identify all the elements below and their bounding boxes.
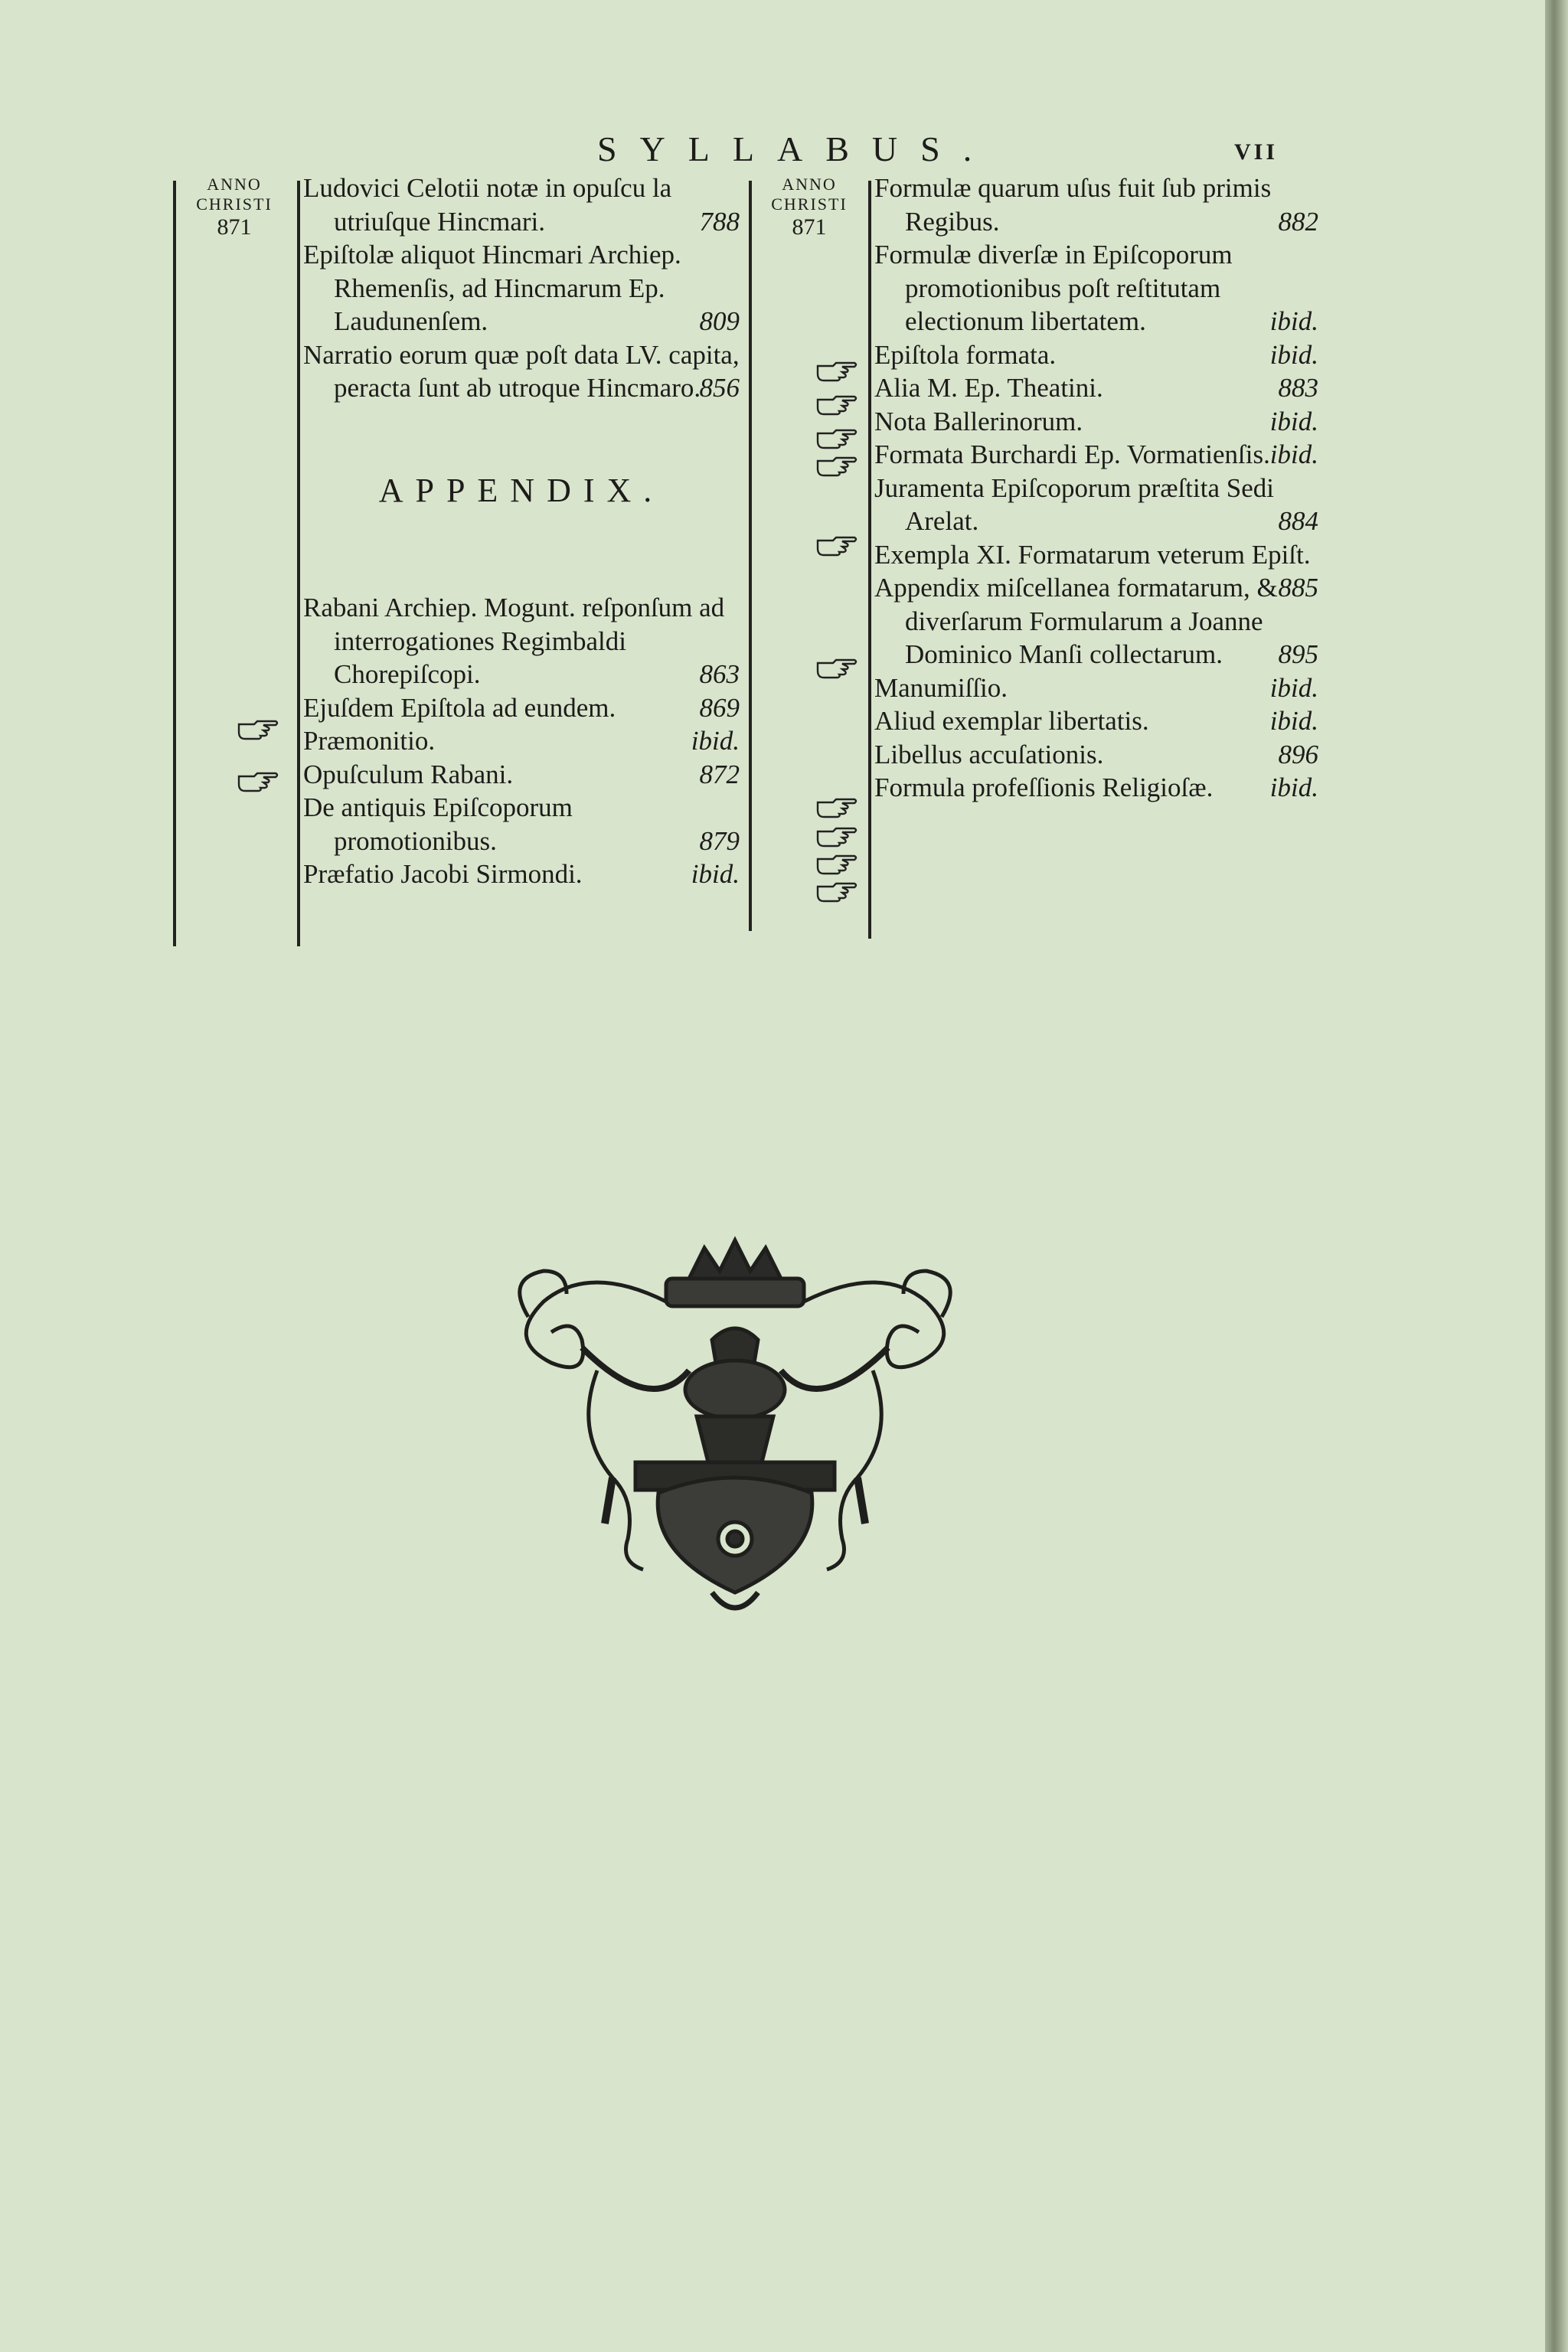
entry-page: ibid. xyxy=(1269,406,1318,436)
entry-page: 788 xyxy=(699,206,740,237)
pointing-hand-icon xyxy=(816,825,859,848)
entry-page: 863 xyxy=(699,659,740,689)
pointing-hand-icon xyxy=(816,360,859,383)
list-item xyxy=(303,172,740,238)
entry-page: ibid. xyxy=(1269,672,1318,703)
list-item xyxy=(303,791,740,858)
margin-note-year: 871 xyxy=(792,214,827,240)
list-item xyxy=(303,591,740,691)
left-column xyxy=(303,172,740,891)
entry-page: 856 xyxy=(699,373,740,403)
entry-text: Formulæ quarum uſus fuit ſub primis Regibus. xyxy=(874,173,1272,237)
right-column xyxy=(874,172,1318,805)
page-edge xyxy=(1545,0,1568,2352)
entry-page: 869 xyxy=(699,692,740,723)
pointing-hand-icon xyxy=(816,427,859,450)
list-item xyxy=(874,771,1318,805)
margin-note-label: CHRISTI xyxy=(771,194,848,214)
pointing-hand-icon xyxy=(816,657,859,680)
entry-text: Ludovici Celotii notæ in opuſcu la utriuſque Hincmari. xyxy=(303,173,672,237)
entry-page: 882 xyxy=(1278,206,1318,237)
margin-note-label: CHRISTI xyxy=(196,194,273,214)
list-item xyxy=(874,238,1318,338)
margin-note-year: 871 xyxy=(217,214,252,240)
column-rule-center-left xyxy=(749,181,752,931)
list-item xyxy=(874,472,1318,538)
margin-note-label: ANNO xyxy=(207,175,262,194)
entry-text: Libellus accuſationis. xyxy=(874,739,1104,769)
entry-text: Nota Ballerinorum. xyxy=(874,406,1083,436)
entry-text: Alia M. Ep. Theatini. xyxy=(874,373,1103,403)
column-rule-inner-left xyxy=(297,181,300,946)
list-item xyxy=(303,758,740,792)
entry-text: Formula profeſſionis Religioſæ. xyxy=(874,773,1214,802)
entry-page: 879 xyxy=(699,825,740,856)
entry-text: Opuſculum Rabani. xyxy=(303,759,514,789)
list-item xyxy=(874,371,1318,405)
column-rule-center-right xyxy=(868,181,871,939)
entry-text: Juramenta Epiſcoporum præſtita Sedi Arelat. xyxy=(874,472,1274,536)
entry-text: Exempla XI. Formatarum veterum Epiſt. xyxy=(874,539,1311,570)
entry-page: ibid. xyxy=(1269,773,1318,802)
list-item xyxy=(874,438,1318,472)
entry-page: ibid. xyxy=(1269,439,1318,469)
pointing-hand-icon xyxy=(816,455,859,478)
entry-page: 885 xyxy=(1278,573,1318,603)
margin-note-anno-christi-middle xyxy=(753,175,865,240)
tailpiece-ornament-icon xyxy=(498,1233,972,1631)
list-item xyxy=(303,338,740,405)
entry-text: Ejuſdem Epiſtola ad eundem. xyxy=(303,692,616,723)
folio-number: VII xyxy=(1234,139,1279,165)
entry-page: ibid. xyxy=(1269,706,1318,736)
entry-page: ibid. xyxy=(691,859,740,889)
pointing-hand-icon xyxy=(816,796,859,819)
list-item xyxy=(874,538,1318,603)
entry-text: Manumiſſio. xyxy=(874,672,1008,703)
pointing-hand-icon xyxy=(816,880,859,903)
entry-page: 884 xyxy=(1278,506,1318,536)
appendix-heading: APPENDIX. xyxy=(378,471,665,509)
entry-page: 883 xyxy=(1278,373,1318,403)
entry-page: 809 xyxy=(699,306,740,336)
list-item xyxy=(303,724,740,758)
entry-page: 896 xyxy=(1278,739,1318,769)
entry-page: ibid. xyxy=(691,726,740,756)
list-item xyxy=(874,738,1318,772)
entry-page: ibid. xyxy=(1269,339,1318,370)
pointing-hand-icon xyxy=(237,770,280,793)
list-item xyxy=(874,405,1318,439)
pointing-hand-icon xyxy=(816,853,859,876)
entry-text: Appendix miſcellanea formatarum, & diverſarum Formularum a Joanne Dominico Manſi collectarum. xyxy=(874,573,1278,669)
list-item xyxy=(874,172,1318,238)
entry-text: Epiſtolæ aliquot Hincmari Archiep. Rhemenſis, ad Hincmarum Ep. Laudunenſem. xyxy=(303,240,681,336)
entry-page: 872 xyxy=(699,759,740,789)
entry-text: Aliud exemplar libertatis. xyxy=(874,706,1149,736)
list-item xyxy=(874,704,1318,738)
margin-note-label: ANNO xyxy=(782,175,837,194)
list-item xyxy=(303,858,740,891)
column-rule-left xyxy=(173,181,176,946)
list-item xyxy=(874,671,1318,705)
entry-text: Formulæ diverſæ in Epiſcoporum promotionibus poſt reſtitutam electionum libertatem. xyxy=(874,240,1233,336)
entry-text: Præmonitio. xyxy=(303,726,436,756)
pointing-hand-icon xyxy=(816,394,859,416)
margin-note-anno-christi-left xyxy=(175,175,294,240)
page-header xyxy=(0,129,1545,175)
entry-text: De antiquis Epiſcoporum promotionibus. xyxy=(303,792,573,856)
pointing-hand-icon xyxy=(816,534,859,557)
entry-text: Rabani Archiep. Mogunt. reſponſum ad interrogationes Regimbaldi Chorepiſcopi. xyxy=(303,593,725,689)
entry-text: Epiſtola formata. xyxy=(874,339,1057,370)
running-title: SYLLABUS. xyxy=(597,129,995,168)
list-item xyxy=(874,338,1318,372)
entry-text: Formata Burchardi Ep. Vormatienſis. xyxy=(874,439,1270,469)
entry-page: ibid. xyxy=(1269,306,1318,336)
entry-text: Præfatio Jacobi Sirmondi. xyxy=(303,859,583,889)
entry-text: Narratio eorum quæ poſt data LV. capita, peracta ſunt ab utroque Hincmaro. xyxy=(303,339,740,403)
list-item xyxy=(874,571,1318,671)
list-item xyxy=(303,238,740,338)
entry-page: 895 xyxy=(1278,639,1318,669)
list-item xyxy=(303,691,740,725)
pointing-hand-icon xyxy=(237,718,280,741)
